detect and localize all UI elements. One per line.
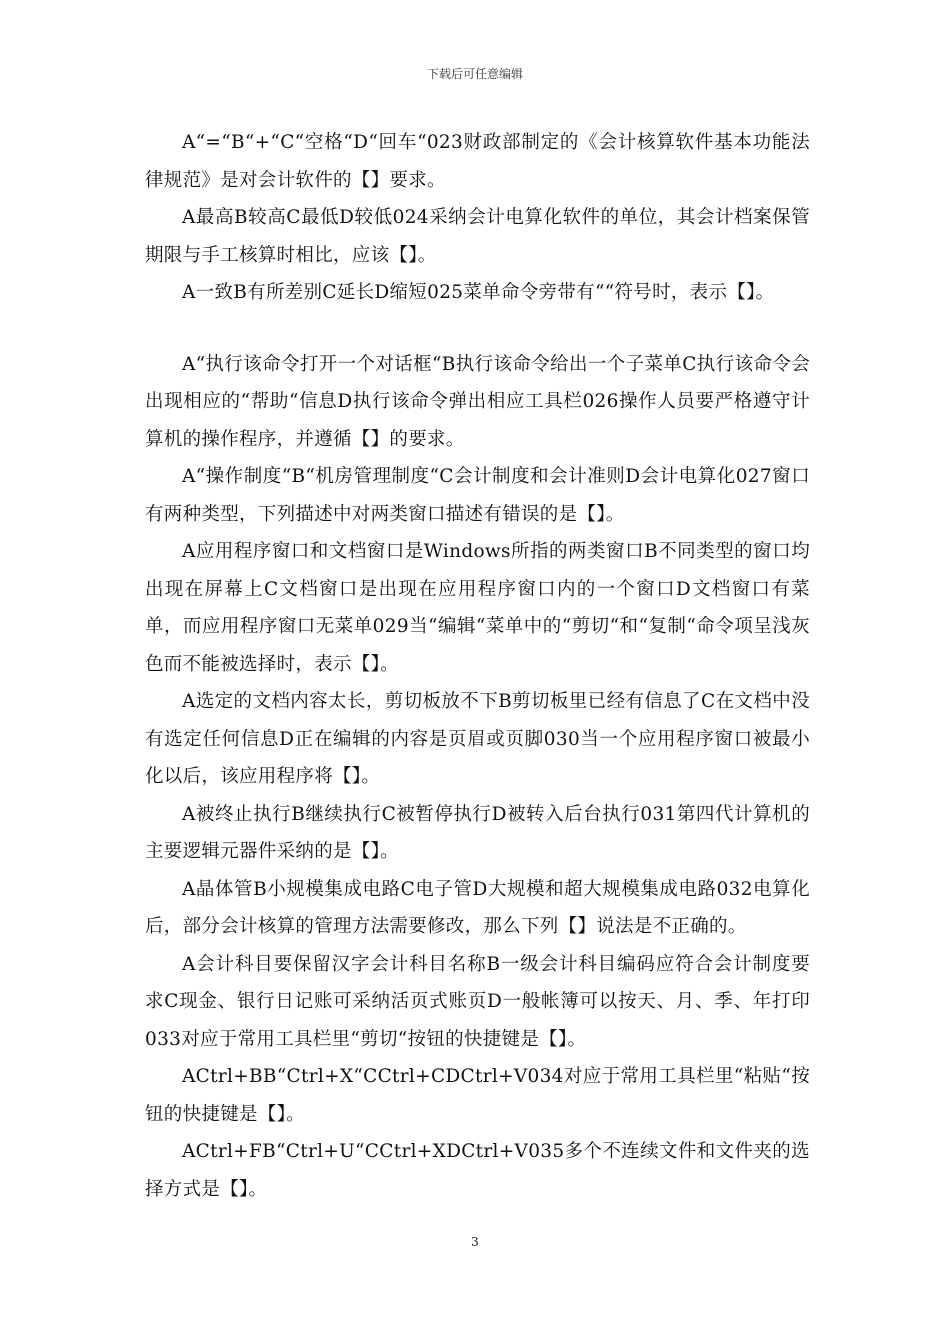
paragraph: A选定的文档内容太长，剪切板放不下B剪切板里已经有信息了C在文档中没有选定任何信息D正在编辑的内容是页眉或页脚030当一个应用程序窗口被最小化以后，该应用程序将【】。 xyxy=(145,691,810,787)
paragraph: A会计科目要保留汉字会计科目名称B一级会计科目编码应符合会计制度要求C现金、银行日记账可采纳活页式账页D一般帐簿可以按天、月、季、年打印033对应于常用工具栏里“剪切“按钮的快捷键是【】。 xyxy=(145,953,810,1050)
paragraph: ACtrl+FB“Ctrl+U“CCtrl+XDCtrl+V035多个不连续文件和文件夹的选择方式是【】。 xyxy=(145,1141,810,1200)
paragraph: ACtrl+BB“Ctrl+X“CCtrl+CDCtrl+V034对应于常用工具栏里“粘贴“按钮的快捷键是【】。 xyxy=(145,1066,810,1125)
paragraph: A晶体管B小规模集成电路C电子管D大规模和超大规模集成电路032电算化后，部分会计核算的管理方法需要修改，那么下列【】说法是不正确的。 xyxy=(145,878,810,937)
page-header: 下载后可任意编辑 xyxy=(426,67,523,81)
paragraph: A应用程序窗口和文档窗口是Windows所指的两类窗口B不同类型的窗口均出现在屏幕上C文档窗口是出现在应用程序窗口内的一个窗口D文档窗口有菜单，而应用程序窗口无菜单029当“编辑“菜单中的“剪切“和“复制“命令项呈浅灰色而不能被选择时，表示【】。 xyxy=(145,541,810,675)
paragraph: A一致B有所差别C延长D缩短025菜单命令旁带有““符号时，表示【】。 xyxy=(182,282,775,303)
document-body xyxy=(145,124,810,1208)
page-number: 3 xyxy=(471,1235,479,1249)
paragraph: A被终止执行B继续执行C被暂停执行D被转入后台执行031第四代计算机的主要逻辑元器件采纳的是【】。 xyxy=(145,803,810,862)
paragraph: A“操作制度“B“机房管理制度“C会计制度和会计准则D会计电算化027窗口有两种类型，下列描述中对两类窗口描述有错误的是【】。 xyxy=(145,466,810,525)
paragraph: A最高B较高C最低D较低024采纳会计电算化软件的单位，其会计档案保管期限与手工核算时相比，应该【】。 xyxy=(145,207,810,266)
paragraph: A“=“B“+“C“空格“D“回车“023财政部制定的《会计核算软件基本功能法律规范》是对会计软件的【】要求。 xyxy=(145,132,810,191)
paragraph: A“执行该命令打开一个对话框“B执行该命令给出一个子菜单C执行该命令会出现相应的“帮助“信息D执行该命令弹出相应工具栏026操作人员要严格遵守计算机的操作程序，并遵循【】的要求。 xyxy=(145,353,810,450)
